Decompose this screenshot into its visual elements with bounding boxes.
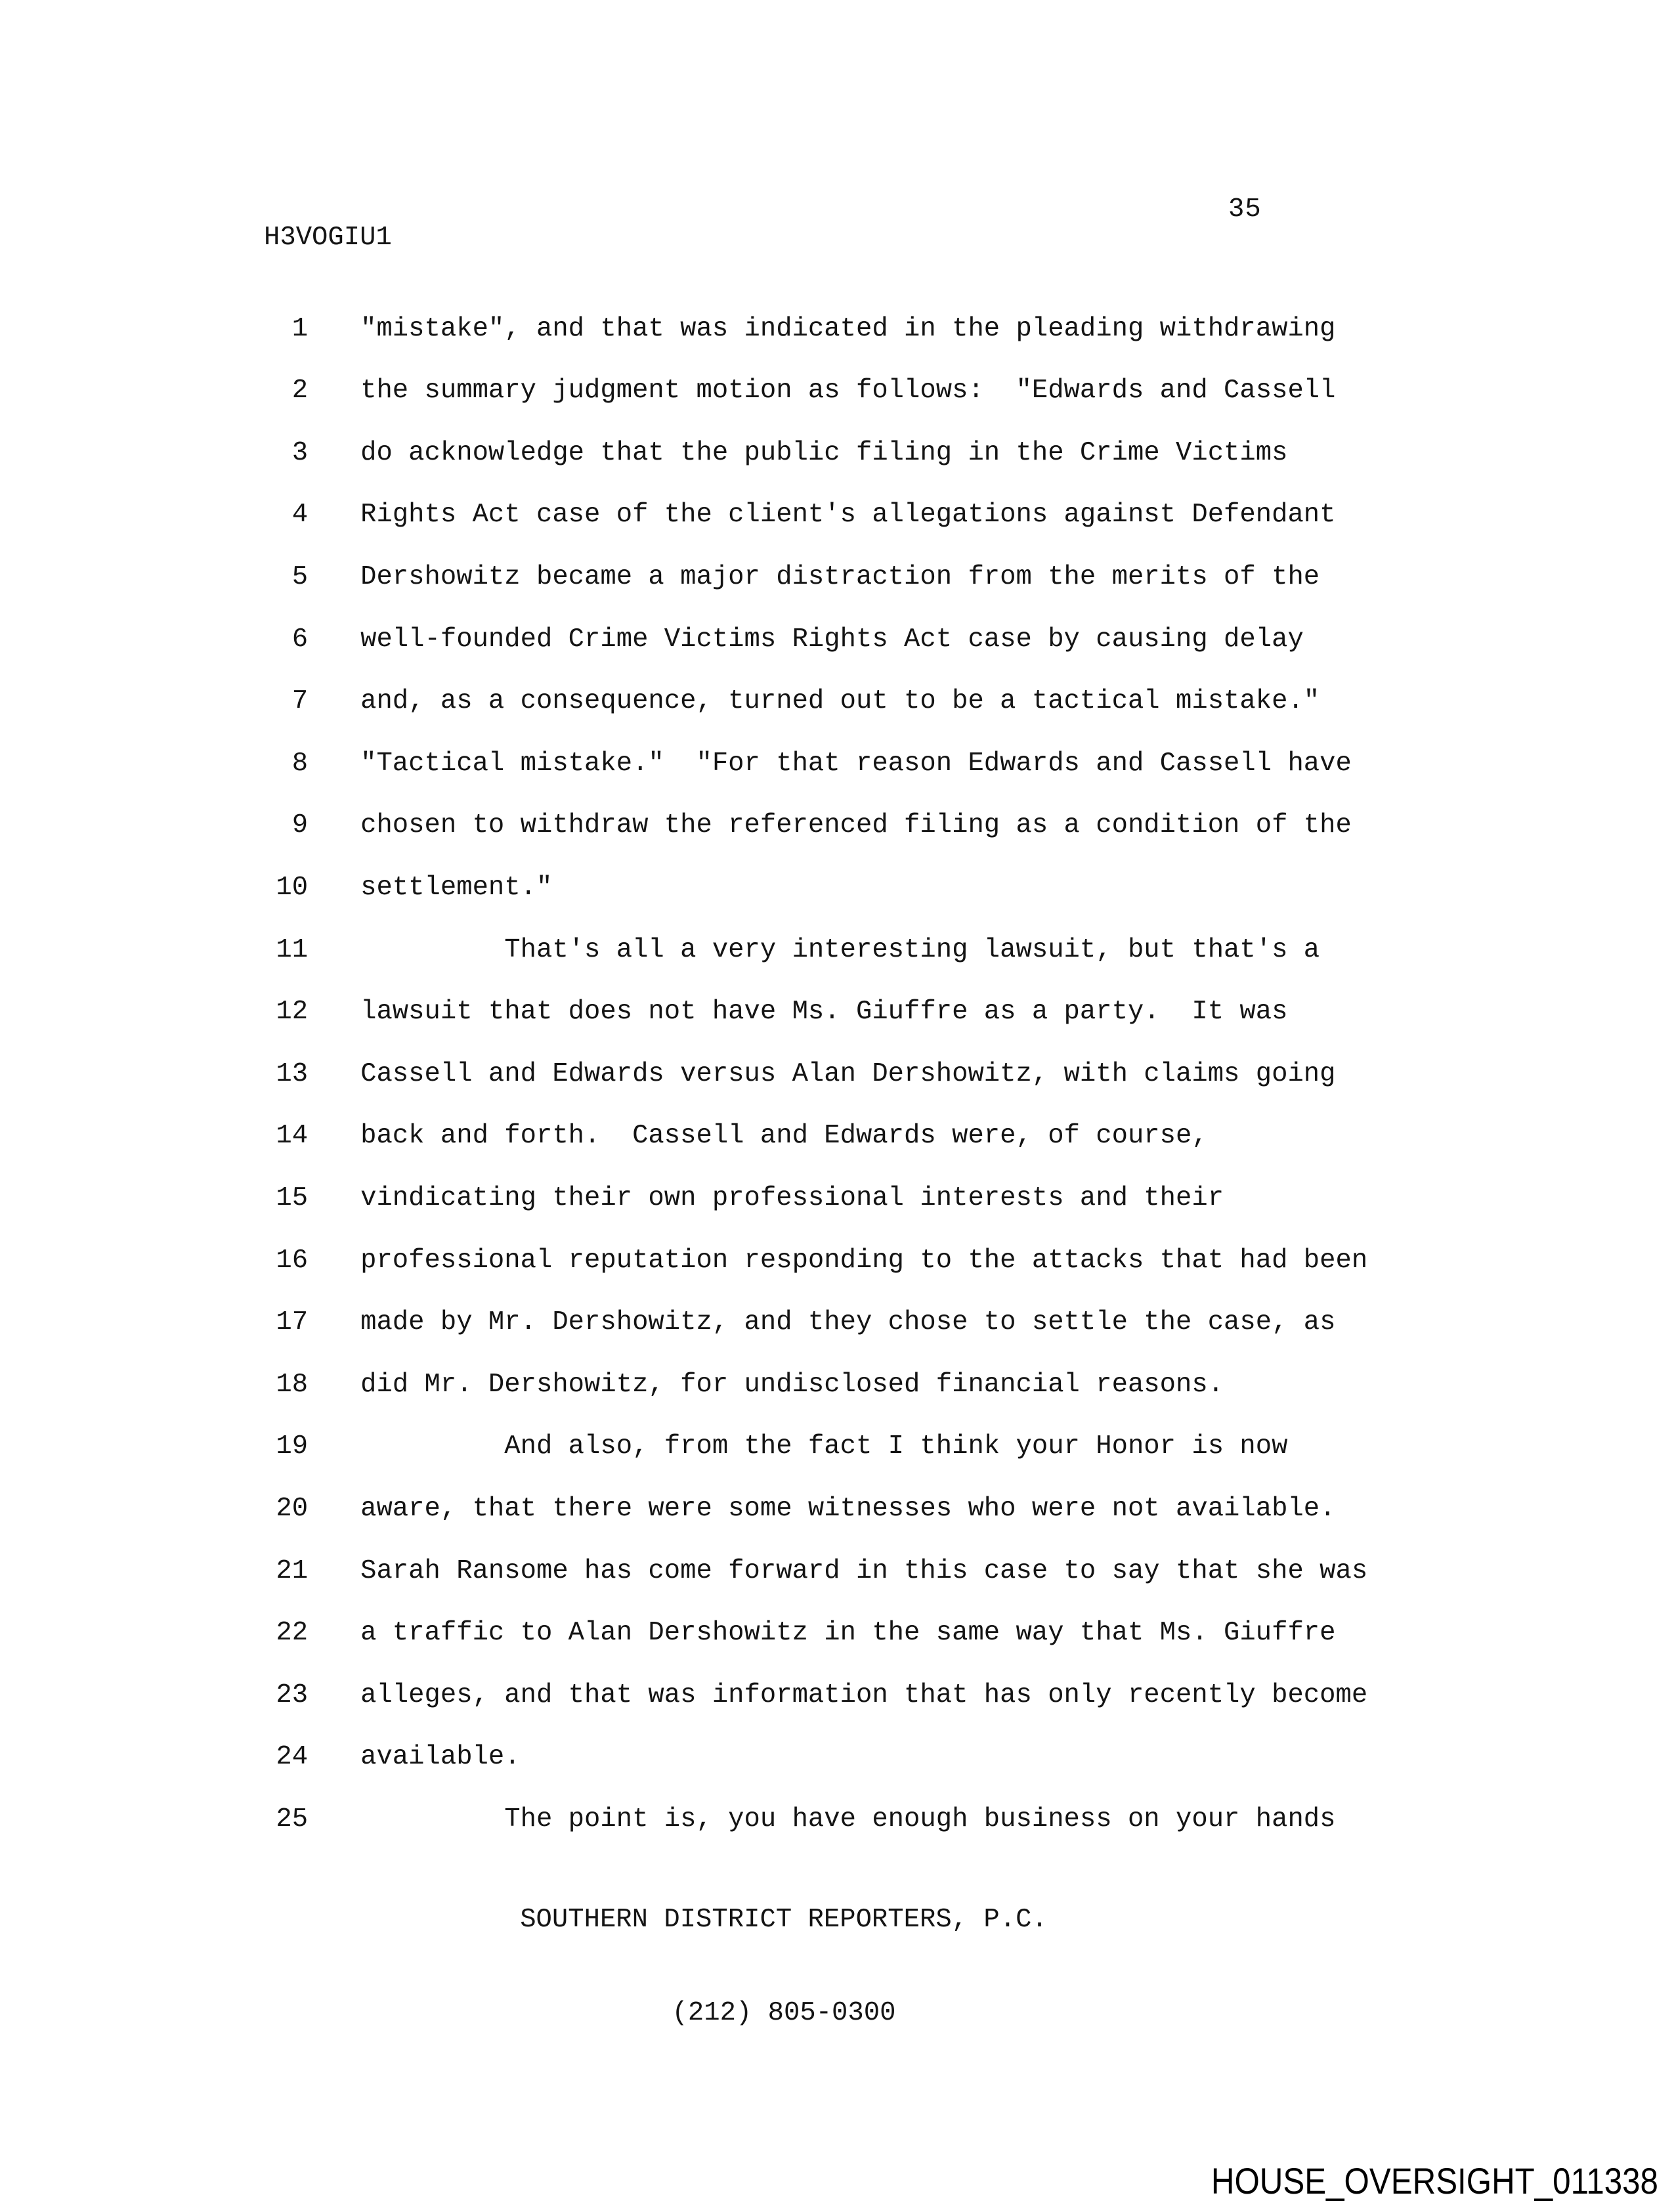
line-text: That's all a very interesting lawsuit, but that's a (360, 934, 1320, 965)
line-number: 21 (276, 1555, 309, 1586)
line-number: 11 (276, 934, 309, 965)
line-number: 1 (291, 313, 309, 344)
line-text: "mistake", and that was indicated in the pleading withdrawing (360, 313, 1336, 344)
line-text: lawsuit that does not have Ms. Giuffre as a party. It was (360, 997, 1288, 1028)
line-number: 19 (276, 1431, 309, 1462)
line-text: available. (360, 1742, 521, 1773)
line-text: Rights Act case of the client's allegations against Defendant (360, 500, 1336, 531)
line-text: did Mr. Dershowitz, for undisclosed financial reasons. (360, 1369, 1224, 1400)
line-text: alleges, and that was information that has only recently become (360, 1680, 1368, 1710)
footer-phone-number: (212) 805-0300 (672, 1998, 896, 2029)
line-number: 10 (276, 872, 309, 903)
line-number: 4 (291, 500, 309, 531)
line-number: 9 (291, 810, 309, 841)
line-number: 16 (276, 1245, 309, 1276)
line-number: 23 (276, 1680, 309, 1710)
line-text: vindicating their own professional interests and their (360, 1182, 1224, 1213)
line-text: chosen to withdraw the referenced filing as a condition of the (360, 810, 1352, 841)
line-text: And also, from the fact I think your Honor is now (360, 1431, 1288, 1462)
line-number: 18 (276, 1369, 309, 1400)
bates-stamp: HOUSE_OVERSIGHT_011338 (1211, 2160, 1658, 2201)
line-number: 25 (276, 1804, 309, 1834)
line-number: 24 (276, 1742, 309, 1773)
line-text: the summary judgment motion as follows: "Edwards and Cassell (360, 376, 1336, 406)
header-code: H3VOGIU1 (264, 223, 392, 253)
line-text: professional reputation responding to the attacks that had been (360, 1245, 1368, 1276)
line-number: 15 (276, 1182, 309, 1213)
line-text: The point is, you have enough business on your hands (360, 1804, 1336, 1834)
line-text: "Tactical mistake." "For that reason Edwards and Cassell have (360, 748, 1352, 779)
line-number: 6 (291, 624, 309, 655)
line-text: and, as a consequence, turned out to be a tactical mistake." (360, 686, 1320, 717)
line-number: 13 (276, 1058, 309, 1089)
line-number: 12 (276, 997, 309, 1028)
line-text: do acknowledge that the public filing in the Crime Victims (360, 437, 1288, 468)
line-text: back and forth. Cassell and Edwards were, of course, (360, 1121, 1208, 1152)
line-text: well-founded Crime Victims Rights Act case by causing delay (360, 624, 1304, 655)
line-text: Dershowitz became a major distraction from the merits of the (360, 561, 1320, 592)
line-number: 2 (291, 376, 309, 406)
reporter-footer (265, 1842, 1303, 2091)
line-text: a traffic to Alan Dershowitz in the same way that Ms. Giuffre (360, 1618, 1336, 1649)
line-number: 20 (276, 1493, 309, 1524)
line-text: settlement." (360, 872, 553, 903)
line-number: 7 (291, 686, 309, 717)
page-number: 35 (1228, 194, 1262, 225)
line-number: 17 (276, 1307, 309, 1338)
line-text: Cassell and Edwards versus Alan Dershowitz, with claims going (360, 1058, 1336, 1089)
line-number: 14 (276, 1121, 309, 1152)
line-text: Sarah Ransome has come forward in this case to say that she was (360, 1555, 1368, 1586)
line-number: 8 (291, 748, 309, 779)
line-number: 3 (291, 437, 309, 468)
footer-firm-name: SOUTHERN DISTRICT REPORTERS, P.C. (520, 1904, 1048, 1935)
line-text: made by Mr. Dershowitz, and they chose to settle the case, as (360, 1307, 1336, 1338)
line-number: 5 (291, 561, 309, 592)
line-text: aware, that there were some witnesses who were not available. (360, 1493, 1336, 1524)
line-number: 22 (276, 1618, 309, 1649)
